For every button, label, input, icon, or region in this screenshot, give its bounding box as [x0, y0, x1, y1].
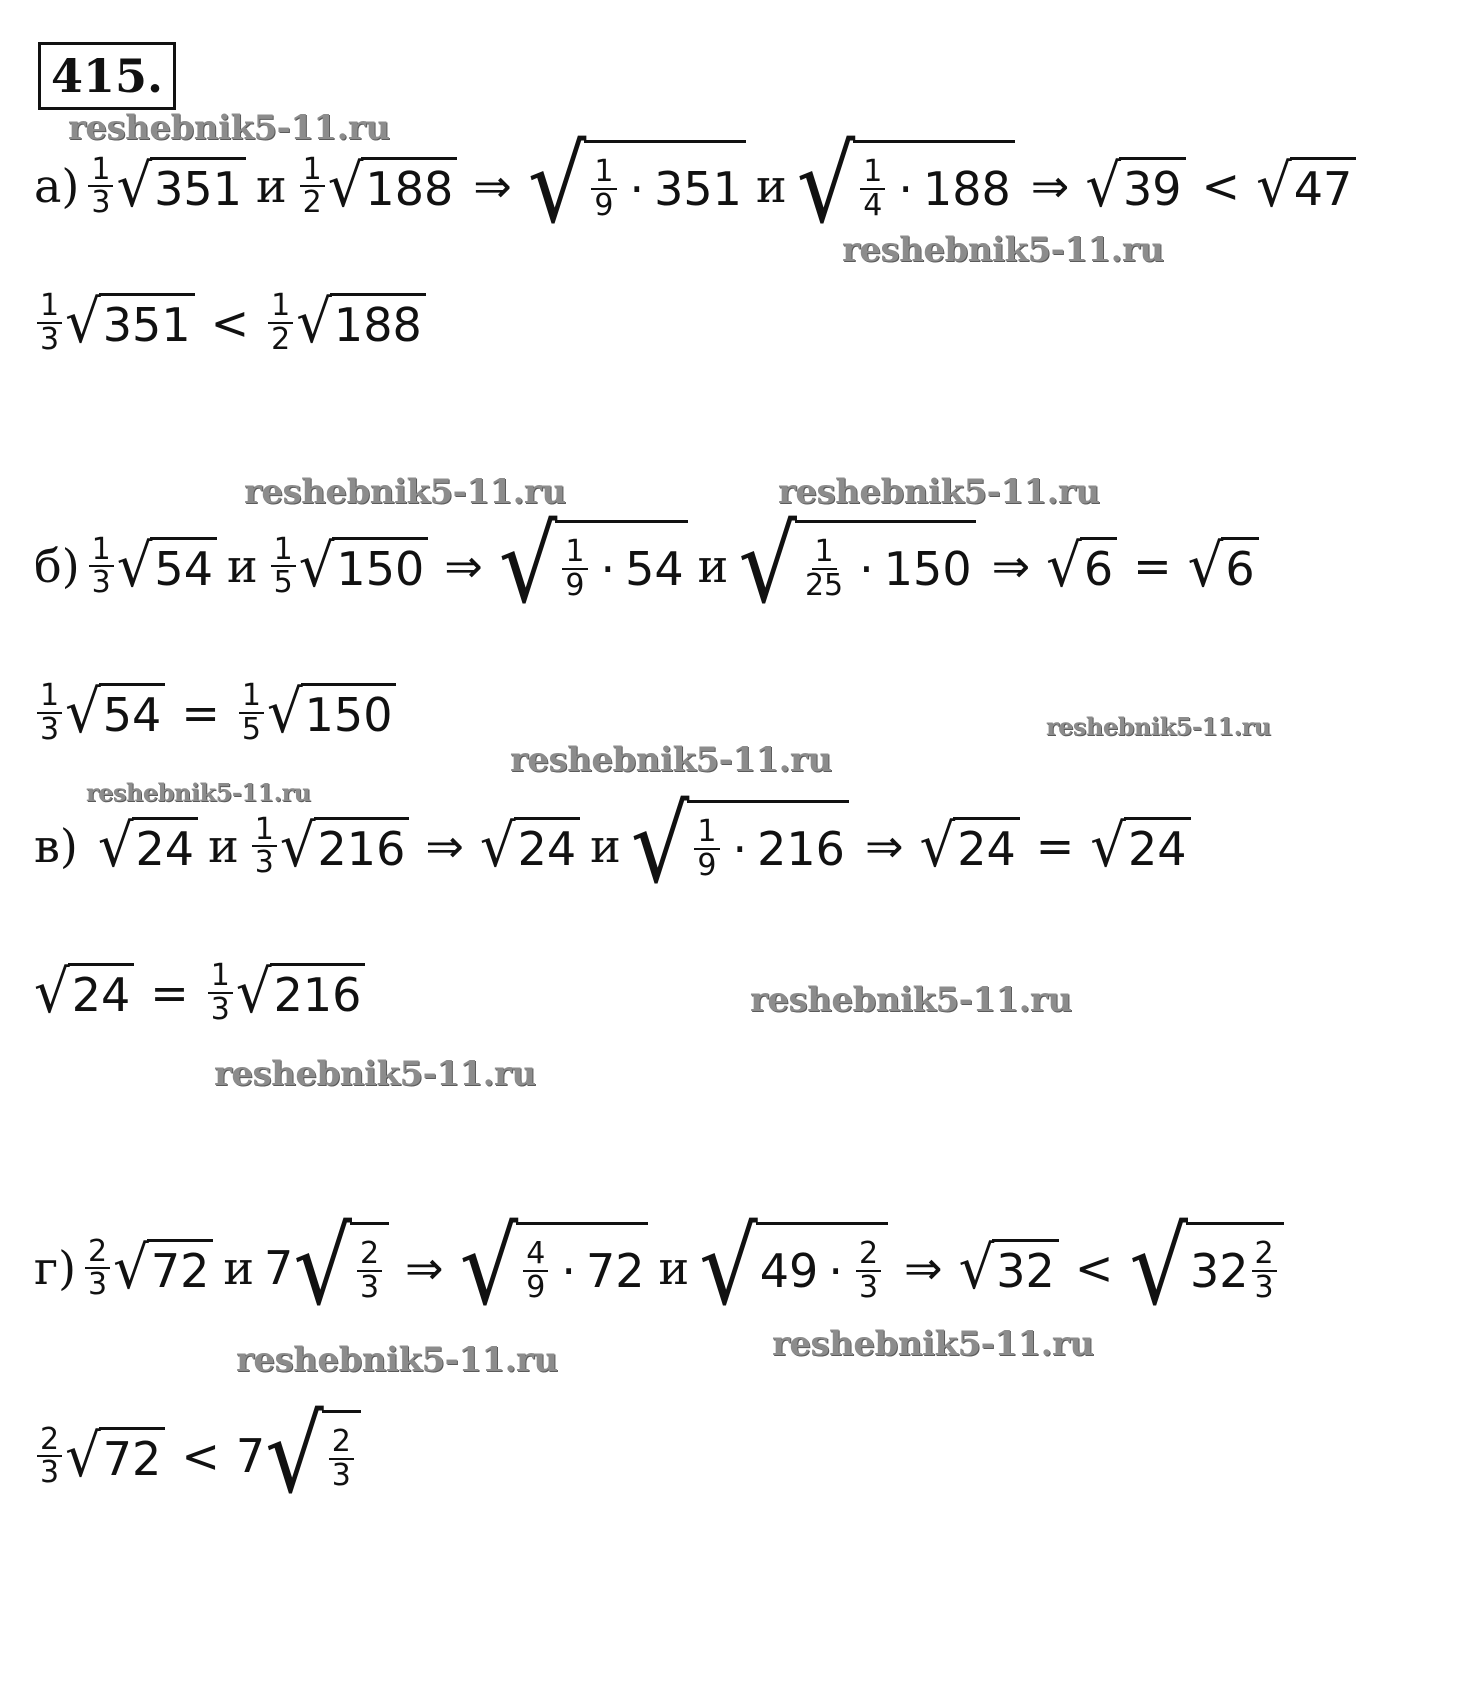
relation: < [1074, 1241, 1114, 1295]
implies-arrow: ⇒ [444, 539, 483, 593]
watermark: reshebnik5-11.ru [244, 472, 566, 512]
sqrt: √ $\frac{1}{25}$ · 150 [738, 520, 975, 612]
sqrt: √ $\frac{4}{9}$ · 72 [460, 1222, 649, 1314]
implies-arrow: ⇒ [473, 159, 512, 213]
part-a-line2 [34, 287, 426, 357]
implies-arrow: ⇒ [1030, 159, 1070, 213]
conjunction: и [755, 159, 787, 213]
part-g-line1 [34, 1205, 1284, 1329]
coefficient: 7 [264, 1241, 294, 1295]
sqrt: √ 150 [267, 683, 397, 742]
sqrt: √ 216 [236, 963, 366, 1022]
relation: < [1201, 159, 1241, 213]
conjunction: и [697, 539, 729, 593]
relation: = [1133, 539, 1172, 593]
watermark: reshebnik5-11.ru [236, 1340, 558, 1380]
watermark: reshebnik5-11.ru [842, 230, 1164, 270]
part-label: а) [34, 159, 80, 213]
watermark: reshebnik5-11.ru [1046, 712, 1271, 741]
watermark: reshebnik5-11.ru [214, 1054, 536, 1094]
fraction: $\frac{1}{3}$ [37, 680, 62, 745]
part-label: г) [34, 1241, 77, 1295]
fraction: $\frac{1}{5}$ [239, 680, 264, 745]
sqrt: √ 188 [328, 157, 458, 216]
problem-number: 415. [38, 42, 176, 110]
sqrt: √ 150 [299, 537, 429, 596]
implies-arrow: ⇒ [425, 819, 464, 873]
conjunction: и [255, 159, 287, 213]
relation: = [150, 965, 189, 1020]
fraction: $\frac{1}{3}$ [208, 960, 233, 1025]
fraction: $\frac{1}{3}$ [89, 534, 114, 599]
sqrt: √ 6 [1188, 537, 1259, 596]
sqrt: √ $\frac{2}{3}$ [293, 1222, 389, 1314]
watermark: reshebnik5-11.ru [68, 108, 390, 148]
sqrt: √ 54 [117, 537, 217, 596]
sqrt: √ 6 [1046, 537, 1117, 596]
sqrt: √ 54 [65, 683, 165, 742]
relation: < [210, 295, 250, 350]
sqrt: √ $\frac{1}{9}$ · 216 [631, 800, 849, 892]
sqrt: √ $\frac{1}{9}$ · 54 [499, 520, 688, 612]
part-label: б) [34, 539, 80, 593]
fraction: $\frac{1}{5}$ [271, 534, 296, 599]
fraction: $\frac{1}{2}$ [300, 154, 325, 219]
part-g-line2 [34, 1393, 361, 1517]
sqrt: √ 32 [959, 1239, 1059, 1298]
fraction: $\frac{1}{2}$ [268, 290, 293, 355]
watermark: reshebnik5-11.ru [510, 740, 832, 780]
part-b-line1 [34, 503, 1259, 627]
fraction: $\frac{1}{3}$ [252, 814, 277, 879]
sqrt: √ 24 [98, 817, 198, 876]
fraction: $\frac{2}{3}$ [37, 1424, 62, 1489]
fraction: $\frac{1}{3}$ [88, 154, 113, 219]
sqrt: √ $\frac{1}{9}$ · 351 [528, 140, 746, 232]
coefficient: 7 [235, 1429, 266, 1483]
sqrt: √ 351 [116, 157, 246, 216]
sqrt: √ 216 [280, 817, 410, 876]
watermark: reshebnik5-11.ru [772, 1324, 1094, 1364]
sqrt: √ $\frac{1}{4}$ · 188 [797, 140, 1015, 232]
sqrt: √ 32 $\frac{2}{3}$ [1129, 1222, 1283, 1314]
watermark: reshebnik5-11.ru [86, 778, 311, 807]
implies-arrow: ⇒ [405, 1241, 444, 1295]
sqrt: √ 24 [1090, 817, 1190, 876]
sqrt: √ 24 [34, 963, 134, 1022]
implies-arrow: ⇒ [864, 819, 904, 873]
fraction: $\frac{2}{3}$ [85, 1236, 110, 1301]
relation: = [1035, 819, 1075, 873]
implies-arrow: ⇒ [904, 1241, 943, 1295]
part-b-line2 [34, 677, 396, 747]
watermark: reshebnik5-11.ru [778, 472, 1100, 512]
conjunction: и [226, 539, 258, 593]
watermark: reshebnik5-11.ru [750, 980, 1072, 1020]
relation: < [181, 1429, 220, 1483]
conjunction: и [658, 1241, 690, 1295]
sqrt: √ 47 [1256, 157, 1356, 216]
sqrt: √ 72 [65, 1427, 165, 1486]
sqrt: √ 72 [113, 1239, 213, 1298]
conjunction: и [208, 819, 239, 873]
sqrt: √ 39 [1085, 157, 1185, 216]
part-v-line2 [34, 957, 365, 1027]
sqrt: √ 49 · $\frac{2}{3}$ [699, 1222, 888, 1314]
conjunction: и [223, 1241, 255, 1295]
fraction: $\frac{1}{3}$ [37, 290, 62, 355]
implies-arrow: ⇒ [991, 539, 1031, 593]
sqrt: √ 351 [65, 293, 195, 352]
sqrt: √ $\frac{2}{3}$ [265, 1410, 361, 1502]
part-label: в) [34, 819, 78, 873]
sqrt: √ 188 [296, 293, 426, 352]
conjunction: и [590, 819, 621, 873]
sqrt: √ 24 [480, 817, 580, 876]
relation: = [181, 685, 220, 740]
sqrt: √ 24 [920, 817, 1020, 876]
